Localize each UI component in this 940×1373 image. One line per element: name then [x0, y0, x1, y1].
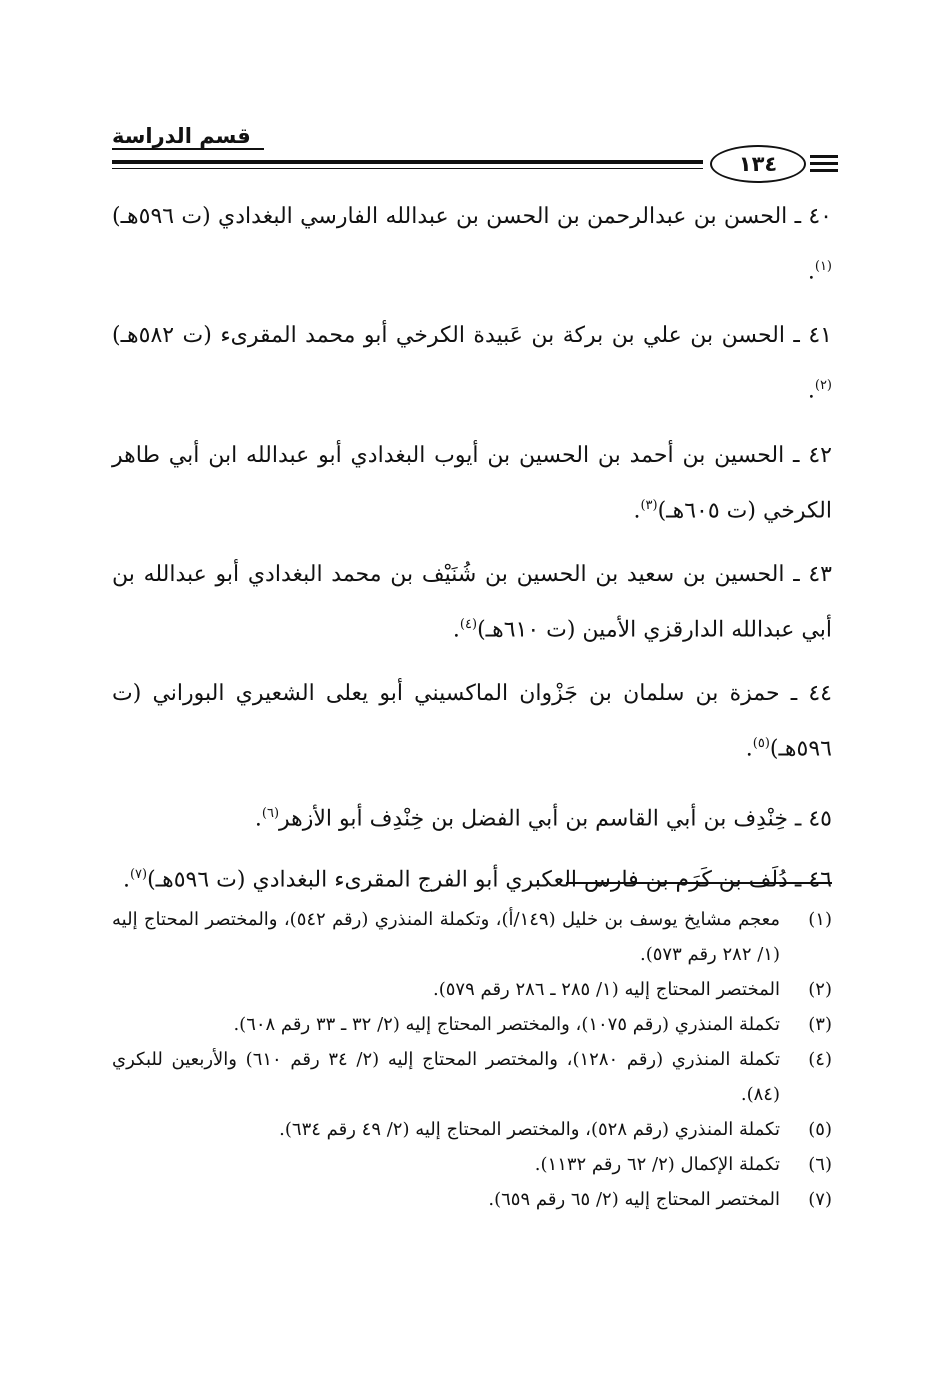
entry-end: . [807, 378, 815, 404]
footnote-5 [112, 1112, 832, 1147]
footnote-text: المختصر المحتاج إليه (١/ ٢٨٥ ـ ٢٨٦ رقم ٥٧٩). [432, 979, 780, 1000]
footnote-number: (٣) [808, 1014, 832, 1035]
footnote-ref: (١) [814, 259, 832, 274]
footnote-separator [566, 882, 832, 884]
footnote-text: تكملة الإكمال (٢/ ٦٢ رقم ١١٣٢). [534, 1154, 780, 1175]
entry-40 [112, 192, 832, 297]
entry-end: . [745, 736, 753, 762]
entry-44 [112, 669, 832, 774]
footnote-6 [112, 1147, 832, 1182]
running-header-title: قسم الدراسة [112, 124, 251, 148]
footnote-number: (٢) [808, 979, 832, 1000]
entry-text: ٤٠ ـ الحسن بن عبدالرحمن بن الحسن بن عبدالله الفارسي البغدادي (ت ٥٩٦هـ) [112, 204, 832, 229]
header-rule-thin [112, 168, 703, 169]
footnote-number: (٦) [808, 1154, 832, 1175]
entry-end: . [452, 617, 460, 643]
entry-45 [112, 789, 832, 844]
entry-text: ٤٣ ـ الحسين بن سعيد بن الحسين بن شُنَيْف بن محمد البغدادي أبو عبدالله بن أبي عبدالله الدارقزي الأمين (ت ٦١٠هـ) [112, 561, 832, 643]
page-number: ١٣٤ [710, 145, 806, 183]
entry-46 [112, 850, 832, 905]
footnotes-list [112, 902, 832, 1217]
footnote-ref: (٦) [261, 805, 280, 821]
entry-end: . [122, 867, 130, 893]
entry-text: ٤١ ـ الحسن بن علي بن بركة بن عَبيدة الكرخي أبو محمد المقرىء (ت ٥٨٢هـ) [112, 323, 832, 349]
footnote-7 [112, 1182, 832, 1217]
header-underline [112, 148, 264, 150]
entry-end: . [807, 259, 815, 285]
header-rule-thick [112, 160, 703, 164]
entry-end: . [633, 497, 641, 523]
entry-text: ٤٥ ـ خِنْدِف بن أبي القاسم بن أبي الفضل بن خِنْدِف أبو الأزهر [279, 805, 832, 831]
footnote-text: المختصر المحتاج إليه (٢/ ٦٥ رقم ٦٥٩). [488, 1189, 780, 1210]
entry-end: . [254, 805, 262, 831]
footnote-number: (٧) [808, 1189, 832, 1210]
footnote-ref: (٧) [129, 866, 148, 882]
header-ornament [810, 155, 838, 176]
entry-41 [112, 311, 832, 416]
footnote-ref: (٥) [752, 736, 770, 752]
entry-text: ٤٢ ـ الحسين بن أحمد بن الحسين بن أيوب البغدادي أبو عبدالله ابن أبي طاهر الكرخي (ت ٦٠٥هـ) [112, 442, 832, 523]
footnote-4 [112, 1042, 832, 1112]
footnote-number: (١) [808, 909, 832, 930]
footnote-3 [112, 1007, 832, 1042]
footnote-2 [112, 972, 832, 1007]
entry-43 [112, 550, 832, 655]
footnote-number: (٥) [808, 1119, 832, 1140]
footnote-1 [112, 902, 832, 972]
entry-text: ٤٤ ـ حمزة بن سلمان بن جَزْوان الماكسيني أبو يعلى الشعيري البوراني (ت ٥٩٦هـ) [112, 681, 832, 762]
footnote-text: تكملة المنذري (رقم ١٠٧٥)، والمختصر المحتاج إليه (٢/ ٣٢ ـ ٣٣ رقم ٦٠٨). [233, 1014, 780, 1035]
footnote-ref: (٣) [640, 497, 658, 513]
footnote-number: (٤) [808, 1049, 832, 1070]
footnote-ref: (٤) [459, 616, 478, 632]
entry-text: ٤٦ ـ دُلَف بن كَرَم بن فارس العكبري أبو الفرج المقرىء البغدادي (ت ٥٩٦هـ) [147, 867, 832, 893]
footnote-text: تكملة المنذري (رقم ٥٢٨)، والمختصر المحتاج إليه (٢/ ٤٩ رقم ٦٣٤). [279, 1119, 780, 1140]
entry-42 [112, 431, 832, 536]
footnote-text: تكملة المنذري (رقم ١٢٨٠)، والمختصر المحتاج إليه (٢/ ٣٤ رقم ٦١٠) والأربعين للبكري (٨٤). [112, 1049, 781, 1105]
footnote-ref: (٢) [814, 378, 832, 394]
entries-list [112, 192, 832, 919]
footnote-text: معجم مشايخ يوسف بن خليل (١٤٩/أ)، وتكملة المنذري (رقم ٥٤٢)، والمختصر المحتاج إليه (١/ ٢٨٢ رقم ٥٧٣). [112, 909, 781, 965]
